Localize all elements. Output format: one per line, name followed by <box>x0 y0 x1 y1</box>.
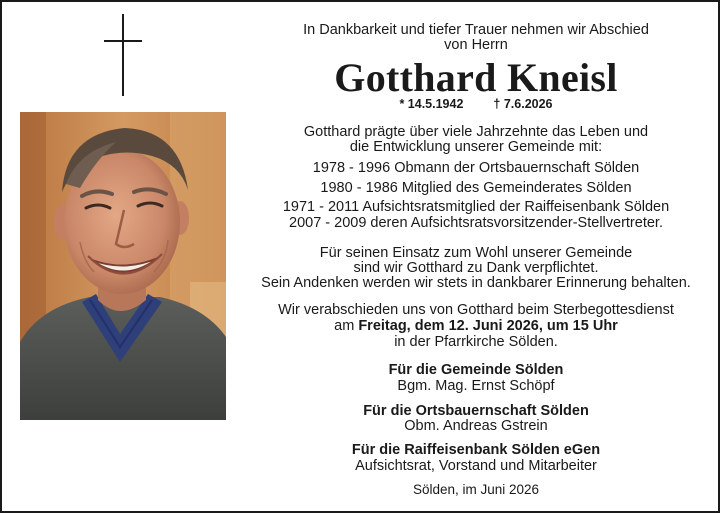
signatory-person: Aufsichtsrat, Vorstand und Mitarbeiter <box>355 458 597 474</box>
signatory-org: Für die Raiffeisenbank Sölden eGen <box>351 442 601 458</box>
death-date: † 7.6.2026 <box>493 97 553 111</box>
thanks-line-1: Für seinen Einsatz zum Wohl unserer Gemeinde <box>319 245 633 261</box>
thanks-line-3: Sein Andenken werden wir stets in dankbarer Erinnerung behalten. <box>261 275 691 291</box>
signatory-person: Obm. Andreas Gstrein <box>404 418 548 434</box>
thanks-line-2: sind wir Gotthard zu Dank verpflichtet. <box>353 260 599 276</box>
place-date: Sölden, im Juni 2026 <box>412 482 540 497</box>
intro-line-2: von Herrn <box>444 37 508 53</box>
cross-icon <box>104 14 142 96</box>
role-item: 2007 - 2009 deren Aufsichtsratsvorsitzender-Stellvertreter. <box>289 215 663 231</box>
role-item: 1980 - 1986 Mitglied des Gemeinderates Sölden <box>320 180 632 196</box>
signatory-org: Für die Ortsbauernschaft Sölden <box>363 403 589 419</box>
role-item: 1978 - 1996 Obmann der Ortsbauernschaft Sölden <box>312 160 640 176</box>
role-item: 1971 - 2011 Aufsichtsratsmitglied der Raiffeisenbank Sölden <box>282 199 670 215</box>
service-line-3: in der Pfarrkirche Sölden. <box>394 334 558 350</box>
signatory-person: Bgm. Mag. Ernst Schöpf <box>397 378 555 394</box>
bio-line-2: die Entwicklung unserer Gemeinde mit: <box>349 139 603 155</box>
service-line-1: Wir verabschieden uns von Gotthard beim Sterbegottesdienst <box>278 302 674 318</box>
bio-line-1: Gotthard prägte über viele Jahrzehnte das Leben und <box>303 124 649 140</box>
service-date-time: Freitag, dem 12. Juni 2026, um 15 Uhr <box>358 318 618 334</box>
service-prefix: am <box>334 318 359 334</box>
life-dates <box>234 96 718 112</box>
portrait-photo <box>20 112 226 420</box>
signatory-org: Für die Gemeinde Sölden <box>388 362 564 378</box>
deceased-name: Gotthard Kneisl <box>334 55 618 100</box>
intro-line-1: In Dankbarkeit und tiefer Trauer nehmen wir Abschied <box>303 22 649 38</box>
service-line-2 <box>234 318 718 334</box>
birth-date: * 14.5.1942 <box>399 97 464 111</box>
